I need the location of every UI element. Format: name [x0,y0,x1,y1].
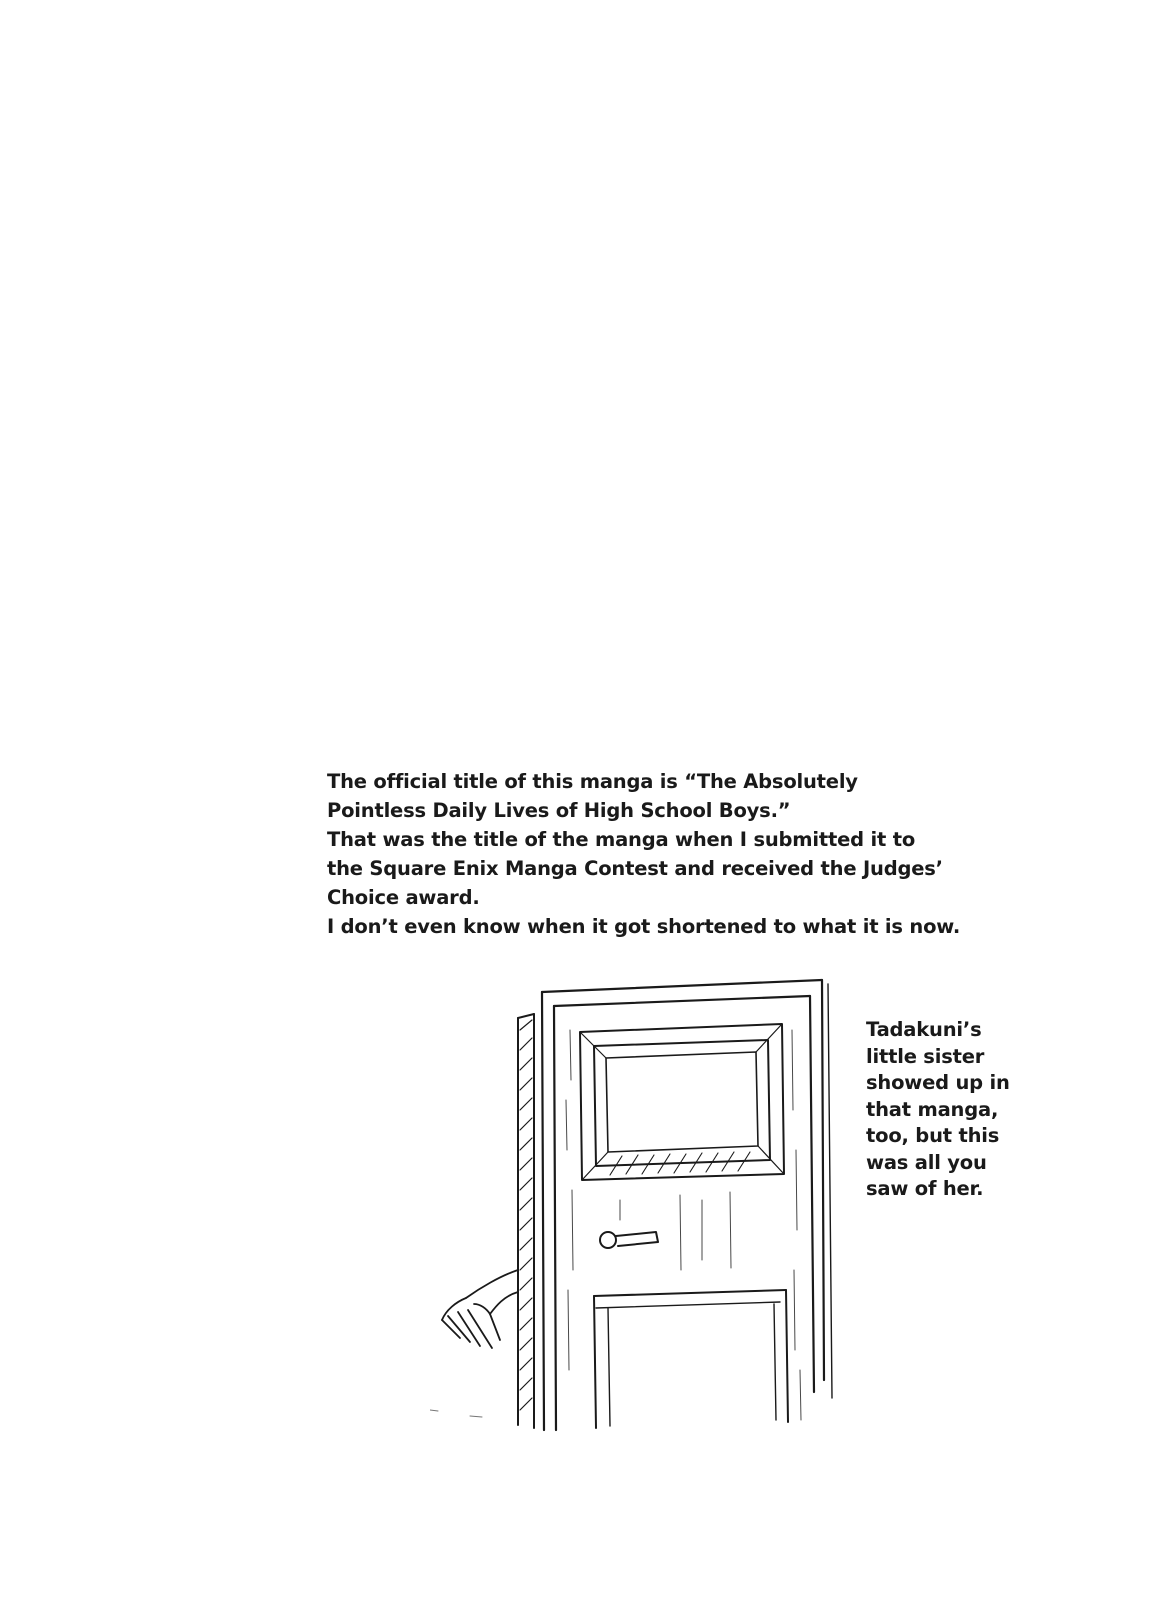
paragraph-line: That was the title of the manga when I submitted it to [327,828,916,851]
caption-line: too, but this [866,1124,1000,1147]
arm-sketch [442,1270,518,1348]
caption-line: showed up in [866,1071,1010,1094]
paragraph-line: Choice award. [327,886,480,909]
window-sill-hatching [610,1152,750,1175]
caption-line: saw of her. [866,1177,984,1200]
door-frame [542,980,832,1430]
paragraph-line: The official title of this manga is “The Absolutely [327,770,858,793]
door-sketch-illustration [430,970,860,1440]
door-lower-panel [594,1290,788,1428]
paragraph-line: the Square Enix Manga Contest and received the Judges’ [327,857,943,880]
caption-line: little sister [866,1044,985,1068]
door-side-panel [518,1014,534,1428]
paragraph-line: I don’t even know when it got shortened to what it is now. [327,915,961,938]
caption-line: was all you [866,1150,987,1174]
door-handle [600,1232,658,1248]
paragraph-line: Pointless Daily Lives of High School Boys.” [327,799,791,822]
side-hatching [520,1020,532,1410]
wood-grain-strokes [566,1030,801,1420]
floor-marks [430,1410,482,1417]
door-window-panel [580,1024,784,1180]
afterword-paragraph [327,767,1007,941]
caption-line: Tadakuni’s [866,1018,982,1041]
illustration-caption [866,1017,1036,1203]
caption-line: that manga, [866,1097,999,1121]
